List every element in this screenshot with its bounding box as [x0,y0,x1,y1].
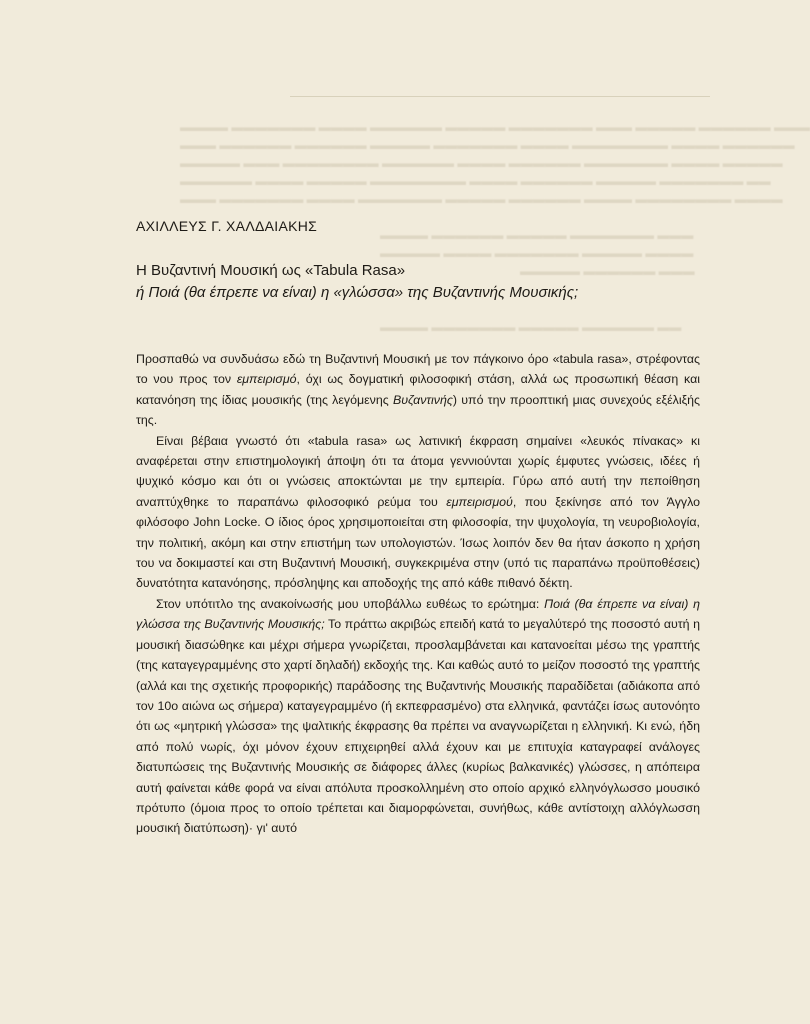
article-subtitle: ή Ποιά (θα έπρεπε να είναι) η «γλώσσα» της Βυζαντινής Μουσικής; [136,284,579,301]
text-run: , όχι ως δογματική φιλοσοφική στάση, αλλά ως προσωπική θέαση και κατανόηση της ίδιας μουσικής (της λεγόμενης [136,372,701,407]
text-run: Είναι βέβαια γνωστό ότι «tabula rasa» ως λατινική έκφραση σημαίνει «λευκός πίνακας» κι αναφέρεται στην επιστημολογική άποψη ότι τα άτομα γεννιούνται χωρίς έμφυτες γνώσεις, ιδέες ή ψυχικό κόσμο και ότι οι γνώσεις αποκτώνται με την εμπειρία. Γύρω από αυτή την πεποίθηση αναπτύχθηκε το παραπάνω φιλοσοφικό ρεύμα του [136,433,700,509]
paragraph [136,594,700,839]
text-run: Το πράττω ακριβώς επειδή κατά το μεγαλύτερό της ποσοστό αυτή η μουσική διασώθηκε και μέχρι σήμερα γνωρίζεται, προσλαμβάνεται και κατανοείται μέσω της γραπτής (της καταγεγραμμένης στο χαρτί δηλαδή) εκδοχής της. Και καθώς αυτό το μείζον ποσοστό της γραπτής (αλλά και της σχετικής προφορικής) παράδοσης της Βυζαντινής Μουσικής παραδίδεται (αδιάκοπα από τον 10ο αιώνα ως σήμερα) καταγεγραμμένο (ή εκπεφρασμένο) στα ελληνικά, φαντάζει ίσως αυτονόητο ότι ως «μητρική γλώσσα» της ψαλτικής έκφρασης θα πρέπει να αναγνωρίζεται η ελληνική. Κι ενώ, ήδη από πολύ νωρίς, όχι μόνον έχουν επιχειρηθεί αλλά έχουν και με επιτυχία καταγραφεί ανάλογες διατυπώσεις της Βυζαντινής Μουσικής σε διάφορες άλλες (κυρίως βαλκανικές) γλώσσες, η απόπειρα αυτή φαίνεται κάθε φορά να είναι απόλυτα προσκολλημένη στο οποίο αρχικό ελληνόγλωσσο μουσικό πρότυπο (όμοια προς το οποίο τρέπεται και διαμορφώνεται, συνήθως, κάθε αντίστοιχη αλλόγλωσση μουσική διατύπωση)· γι' αυτό [136,617,700,836]
text-run: ) υπό την προοπτική μιας συνεχούς εξέλιξής της. [136,392,700,428]
article-title: Η Βυζαντινή Μουσική ως «Tabula Rasa» [136,262,406,279]
bleed-through-line: ▬▬▬ ▬▬▬▬▬▬ ▬▬▬▬▬▬ ▬▬▬▬▬ ▬▬▬▬▬▬▬ ▬▬▬▬ ▬▬▬▬▬▬▬▬ ▬▬▬▬ ▬▬▬▬▬▬ [180,138,795,152]
text-run: Στον υπότιτλο της ανακοίνωσής μου υποβάλλω ευθέως το ερώτημα: [156,596,545,611]
author-name: ΑΧΙΛΛΕΥΣ Γ. ΧΑΛΔΑΙΑΚΗΣ [136,218,318,234]
article-body [136,349,700,839]
text-run: εμπειρισμό [236,372,297,387]
bleed-through-line: ▬▬▬▬ ▬▬▬▬▬▬ ▬▬▬▬▬ ▬▬▬▬▬▬▬ ▬▬▬ [380,228,694,242]
bleed-through-line: ▬▬▬▬ ▬▬▬▬▬▬▬ ▬▬▬▬▬ ▬▬▬▬▬▬ ▬▬ [380,320,682,334]
bleed-through-line: ▬▬▬▬ ▬▬▬▬▬▬▬ ▬▬▬▬ ▬▬▬▬▬▬ ▬▬▬▬▬ ▬▬▬▬▬▬▬ ▬▬▬ ▬▬▬▬▬ ▬▬▬▬▬▬ ▬▬▬ [180,120,810,134]
bleed-through-line: ▬▬▬ ▬▬▬▬▬▬▬ ▬▬▬▬ ▬▬▬▬▬▬▬ ▬▬▬▬▬ ▬▬▬▬▬▬ ▬▬▬▬ ▬▬▬▬▬▬▬▬ ▬▬▬▬ [180,192,783,206]
bleed-through-line: ▬▬▬▬▬ ▬▬▬ ▬▬▬▬▬▬▬▬ ▬▬▬▬▬▬ ▬▬▬▬ ▬▬▬▬▬▬ ▬▬▬▬▬▬▬ ▬▬▬▬ ▬▬▬▬▬ [180,156,783,170]
bleed-through-header-rule [290,82,710,97]
text-run: Βυζαντινής [392,392,453,407]
bleed-through-line: ▬▬▬▬▬▬ ▬▬▬▬ ▬▬▬▬▬ ▬▬▬▬▬▬▬▬ ▬▬▬▬ ▬▬▬▬▬▬ ▬▬▬▬▬ ▬▬▬▬▬▬▬ ▬▬ [180,174,771,188]
text-run: Προσπαθώ να συνδυάσω εδώ τη Βυζαντινή Μουσική με τον πάγκοινο όρο «tabula rasa», στρέφοντας το νου προς τον [136,352,700,387]
bleed-through-line: ▬▬▬▬▬ ▬▬▬▬▬▬ ▬▬▬ [520,264,695,278]
text-run: εμπειρισμού [446,494,513,509]
paragraph [136,349,700,431]
text-run: Ποιά (θα έπρεπε να είναι) η γλώσσα της Βυζαντινής Μουσικής; [136,596,700,632]
bleed-through-line: ▬▬▬▬▬ ▬▬▬▬ ▬▬▬▬▬▬▬ ▬▬▬▬▬ ▬▬▬▬ [380,246,694,260]
paragraph [136,431,700,594]
text-run: , που ξεκίνησε από τον Άγγλο φιλόσοφο John Locke. Ο ίδιος όρος χρησιμοποιείται στη φιλοσοφία, την ψυχολογία, τη νευροβιολογία, την πολιτική, ακόμη και στην επιστήμη των υπολογιστών. Ίσως λοιπόν δεν θα ήταν άσκοπο η χρήση του να δοκιμαστεί και στη Βυζαντινή Μουσική, συγκεκριμένα στην (υπό τις παραπάνω προϋποθέσεις) δυνατότητα κατανόησης, πρόσληψης και αποδοχής της από κάθε πιθανό δέκτη. [136,494,700,591]
